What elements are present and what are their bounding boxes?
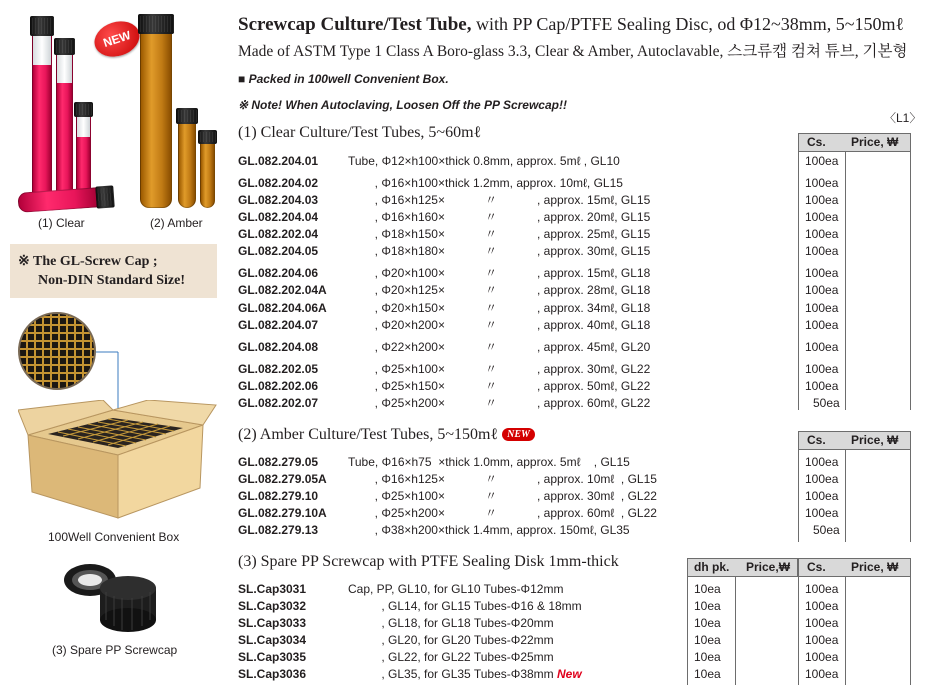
divider: [845, 577, 846, 685]
section1-header-cs: [798, 133, 911, 152]
col-price-label: Price, ₩: [851, 433, 899, 447]
item-cs: 100ea: [805, 582, 839, 596]
item-code: GL.082.279.05: [238, 455, 319, 469]
item-desc: , Φ25×h100× 〃 , approx. 30mℓ , GL22: [348, 489, 657, 503]
new-badge: NEW: [90, 16, 144, 63]
item-cs: 100ea: [805, 489, 839, 503]
item-desc: , Φ16×h125× 〃 , approx. 15mℓ, GL15: [348, 193, 651, 207]
item-cs: 100ea: [805, 362, 839, 376]
item-desc: , Φ20×h150× 〃 , approx. 34mℓ, GL18: [348, 301, 651, 315]
section2-title-text: (2) Amber Culture/Test Tubes, 5~150mℓ: [238, 426, 499, 443]
item-cs: 100ea: [805, 193, 839, 207]
gl-note-line1: ※ The GL-Screw Cap ;: [18, 254, 158, 269]
item-desc-text: , GL35, for GL35 Tubes-Φ38mm: [348, 667, 554, 681]
note-autoclave: ※ Note! When Autoclaving, Loosen Off the PP Screwcap!!: [238, 98, 567, 112]
page-title: [238, 14, 904, 36]
divider: [735, 577, 736, 685]
item-cs: 50ea: [813, 396, 840, 410]
item-dh: 10ea: [694, 616, 721, 630]
section2-header-cs: [798, 431, 911, 450]
item-desc: , Φ25×h200× 〃 , approx. 60mℓ , GL22: [348, 506, 657, 520]
col-cs-label: Cs.: [807, 560, 826, 574]
item-cs: 100ea: [805, 667, 839, 681]
item-cs: 50ea: [813, 523, 840, 537]
item-desc: , Φ20×h100× 〃 , approx. 15mℓ, GL18: [348, 266, 651, 280]
item-cs: 100ea: [805, 472, 839, 486]
divider: [798, 450, 799, 542]
item-dh: 10ea: [694, 599, 721, 613]
item-cs: 100ea: [805, 176, 839, 190]
item-code: GL.082.204.08: [238, 340, 319, 354]
col-cs-label: Cs.: [807, 433, 826, 447]
col-dh-label: dh pk.: [694, 560, 730, 574]
item-code: GL.082.204.06: [238, 266, 319, 280]
item-desc: , Φ22×h200× 〃 , approx. 45mℓ, GL20: [348, 340, 651, 354]
item-dh: 10ea: [694, 582, 721, 596]
divider: [798, 577, 799, 685]
item-desc: Tube, Φ12×h100×thick 0.8mm, approx. 5mℓ , GL10: [348, 154, 620, 168]
title-bold: Screwcap Culture/Test Tube,: [238, 14, 472, 35]
section1-title: (1) Clear Culture/Test Tubes, 5~60mℓ: [238, 124, 482, 141]
item-cs: 100ea: [805, 340, 839, 354]
item-cs: 100ea: [805, 154, 839, 168]
item-desc: , GL20, for GL20 Tubes-Φ22mm: [348, 633, 554, 647]
item-desc: , Φ16×h160× 〃 , approx. 20mℓ, GL15: [348, 210, 651, 224]
item-cs: 100ea: [805, 244, 839, 258]
divider: [910, 577, 911, 685]
item-code: SL.Cap3032: [238, 599, 307, 613]
item-code: GL.082.279.10A: [238, 506, 327, 520]
new-pill: NEW: [502, 428, 535, 441]
section3-header-dh: [687, 558, 798, 577]
item-desc: , GL22, for GL22 Tubes-Φ25mm: [348, 650, 554, 664]
col-dh-price-label: Price,₩: [746, 560, 791, 574]
gl-note-line2: Non-DIN Standard Size!: [38, 273, 186, 288]
divider: [910, 450, 911, 542]
item-desc: , Φ20×h200× 〃 , approx. 40mℓ, GL18: [348, 318, 651, 332]
item-desc: , Φ16×h125× 〃 , approx. 10mℓ , GL15: [348, 472, 657, 486]
item-desc: , Φ20×h125× 〃 , approx. 28mℓ, GL18: [348, 283, 651, 297]
item-desc: , Φ25×h100× 〃 , approx. 30mℓ, GL22: [348, 362, 651, 376]
item-cs: 100ea: [805, 616, 839, 630]
item-desc: , Φ18×h150× 〃 , approx. 25mℓ, GL15: [348, 227, 651, 241]
item-code: SL.Cap3035: [238, 650, 307, 664]
item-desc: , Φ38×h200×thick 1.4mm, approx. 150mℓ, GL35: [348, 523, 630, 537]
col-price-label: Price, ₩: [851, 135, 899, 149]
title-rest: with PP Cap/PTFE Sealing Disc, od Φ12~38mm, 5~150mℓ: [471, 14, 905, 34]
item-cs: 100ea: [805, 650, 839, 664]
item-cs: 100ea: [805, 633, 839, 647]
item-code: GL.082.204.07: [238, 318, 319, 332]
item-code: GL.082.204.01: [238, 154, 319, 168]
item-code: GL.082.204.06A: [238, 301, 327, 315]
item-code: SL.Cap3033: [238, 616, 307, 630]
item-cs: 100ea: [805, 455, 839, 469]
note-packed: ■ Packed in 100well Convenient Box.: [238, 72, 449, 86]
item-dh: 10ea: [694, 633, 721, 647]
item-code: SL.Cap3034: [238, 633, 307, 647]
caption-clear: (1) Clear: [38, 216, 85, 230]
item-dh: 10ea: [694, 667, 721, 681]
new-label: New: [557, 667, 582, 681]
col-cs-label: Cs.: [807, 135, 826, 149]
section3-title: (3) Spare PP Screwcap with PTFE Sealing Disk 1mm-thick: [238, 553, 619, 570]
item-code: GL.082.202.06: [238, 379, 319, 393]
list-code: 〈L1〉: [884, 111, 922, 125]
convenient-box-photo: [18, 400, 218, 520]
item-code: GL.082.204.02: [238, 176, 319, 190]
divider: [687, 577, 688, 685]
item-cs: 100ea: [805, 301, 839, 315]
item-code: GL.082.204.04: [238, 210, 319, 224]
item-dh: 10ea: [694, 650, 721, 664]
item-code: GL.082.202.05: [238, 362, 319, 376]
caption-box: 100Well Convenient Box: [48, 530, 180, 544]
item-code: GL.082.279.05A: [238, 472, 327, 486]
divider: [845, 450, 846, 542]
item-desc: Cap, PP, GL10, for GL10 Tubes-Φ12mm: [348, 582, 564, 596]
item-desc: , GL14, for GL15 Tubes-Φ16 & 18mm: [348, 599, 582, 613]
item-desc: Tube, Φ16×h75 ×thick 1.0mm, approx. 5mℓ , GL15: [348, 455, 630, 469]
item-cs: 100ea: [805, 318, 839, 332]
item-code: GL.082.279.13: [238, 523, 319, 537]
divider: [845, 152, 846, 410]
item-cs: 100ea: [805, 599, 839, 613]
item-code: GL.082.202.04: [238, 227, 319, 241]
item-code: GL.082.204.05: [238, 244, 319, 258]
item-code: GL.082.204.03: [238, 193, 319, 207]
item-code: SL.Cap3031: [238, 582, 307, 596]
divider: [798, 152, 799, 410]
caption-amber: (2) Amber: [150, 216, 203, 230]
item-desc: , Φ25×h150× 〃 , approx. 50mℓ, GL22: [348, 379, 651, 393]
item-desc: , Φ16×h100×thick 1.2mm, approx. 10mℓ, GL15: [348, 176, 623, 190]
item-code: GL.082.202.07: [238, 396, 319, 410]
item-code: GL.082.202.04A: [238, 283, 327, 297]
item-cs: 100ea: [805, 227, 839, 241]
caption-screwcap: (3) Spare PP Screwcap: [52, 643, 178, 657]
col-price-label: Price, ₩: [851, 560, 899, 574]
item-desc: , Φ25×h200× 〃 , approx. 60mℓ, GL22: [348, 396, 651, 410]
section2-title: [238, 426, 535, 444]
item-desc: , GL18, for GL18 Tubes-Φ20mm: [348, 616, 554, 630]
page-subtitle: Made of ASTM Type 1 Class A Boro-glass 3.3, Clear & Amber, Autoclavable, 스크류캡 컴쳐 튜브, 기본형: [238, 43, 908, 60]
item-desc: [348, 666, 582, 682]
spare-screwcap-photo: [60, 558, 170, 638]
item-cs: 100ea: [805, 210, 839, 224]
item-cs: 100ea: [805, 506, 839, 520]
divider: [910, 152, 911, 410]
item-desc: , Φ18×h180× 〃 , approx. 30mℓ, GL15: [348, 244, 651, 258]
item-cs: 100ea: [805, 379, 839, 393]
item-code: SL.Cap3036: [238, 667, 307, 681]
item-cs: 100ea: [805, 283, 839, 297]
item-cs: 100ea: [805, 266, 839, 280]
section3-header-cs: [798, 558, 911, 577]
item-code: GL.082.279.10: [238, 489, 319, 503]
